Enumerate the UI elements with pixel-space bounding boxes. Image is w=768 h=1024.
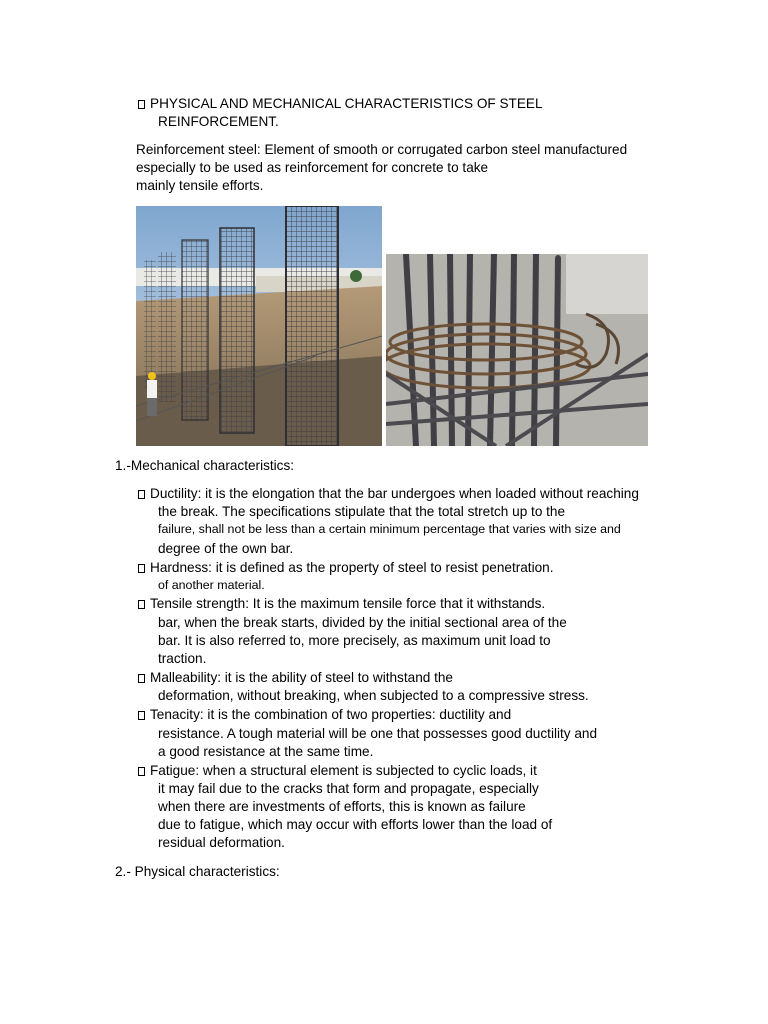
malleability-text-1: Malleability: it is the ability of steel to withstand the [150, 670, 453, 685]
malleability-line-2: deformation, without breaking, when subjected to a compressive stress. [158, 688, 589, 703]
fatigue-line-1 [138, 762, 537, 779]
fatigue-text-1: Fatigue: when a structural element is subjected to cyclic loads, it [150, 763, 537, 778]
intro-line-3: mainly tensile efforts. [136, 178, 264, 193]
missing-glyph-bullet-icon [138, 490, 145, 499]
hardness-text-1: Hardness: it is defined as the property of steel to resist penetration. [150, 560, 554, 575]
missing-glyph-bullet-icon [138, 767, 145, 776]
tensile-text-1: Tensile strength: It is the maximum tensile force that it withstands. [150, 596, 546, 611]
rebar-columns-photo [136, 206, 382, 446]
section-2-title: 2.- Physical characteristics: [115, 864, 280, 879]
intro-line-2: especially to be used as reinforcement for concrete to take [136, 160, 489, 175]
fatigue-line-2: it may fail due to the cracks that form and propagate, especially [158, 781, 539, 796]
rebar-cage-closeup-photo [386, 254, 648, 446]
tensile-line-1 [138, 595, 545, 612]
heading-line-2: REINFORCEMENT. [158, 114, 279, 129]
missing-glyph-bullet-icon [138, 600, 145, 609]
malleability-line-1 [138, 669, 453, 686]
fatigue-line-5: residual deformation. [158, 835, 285, 850]
missing-glyph-bullet-icon [138, 711, 145, 720]
ductility-line-3: failure, shall not be less than a certain minimum percentage that varies with size and [158, 522, 621, 536]
tenacity-line-3: a good resistance at the same time. [158, 744, 374, 759]
tenacity-line-1 [138, 706, 511, 723]
tensile-line-4: traction. [158, 651, 207, 666]
ductility-text-1: Ductility: it is the elongation that the bar undergoes when loaded without reaching [150, 486, 639, 501]
heading-text: PHYSICAL AND MECHANICAL CHARACTERISTICS OF STEEL [150, 96, 543, 111]
tenacity-line-2: resistance. A tough material will be one that possesses good ductility and [158, 726, 598, 741]
tensile-line-3: bar. It is also referred to, more precisely, as maximum unit load to [158, 633, 551, 648]
heading-line-1 [138, 95, 543, 112]
ductility-line-2: the break. The specifications stipulate that the total stretch up to the [158, 504, 566, 519]
missing-glyph-bullet-icon [138, 564, 145, 573]
section-1-title: 1.-Mechanical characteristics: [115, 458, 295, 473]
tenacity-text-1: Tenacity: it is the combination of two properties: ductility and [150, 707, 512, 722]
missing-glyph-bullet-icon [138, 674, 145, 683]
fatigue-line-3: when there are investments of efforts, this is known as failure [158, 799, 526, 814]
hardness-line-1 [138, 559, 554, 576]
fatigue-line-4: due to fatigue, which may occur with efforts lower than the load of [158, 817, 553, 832]
intro-line-1: Reinforcement steel: Element of smooth or corrugated carbon steel manufactured [136, 142, 628, 157]
tensile-line-2: bar, when the break starts, divided by the initial sectional area of the [158, 615, 567, 630]
missing-glyph-bullet-icon [138, 100, 145, 109]
hardness-line-2: of another material. [158, 578, 265, 592]
ductility-line-4: degree of the own bar. [158, 541, 294, 556]
ductility-line-1 [138, 485, 639, 502]
